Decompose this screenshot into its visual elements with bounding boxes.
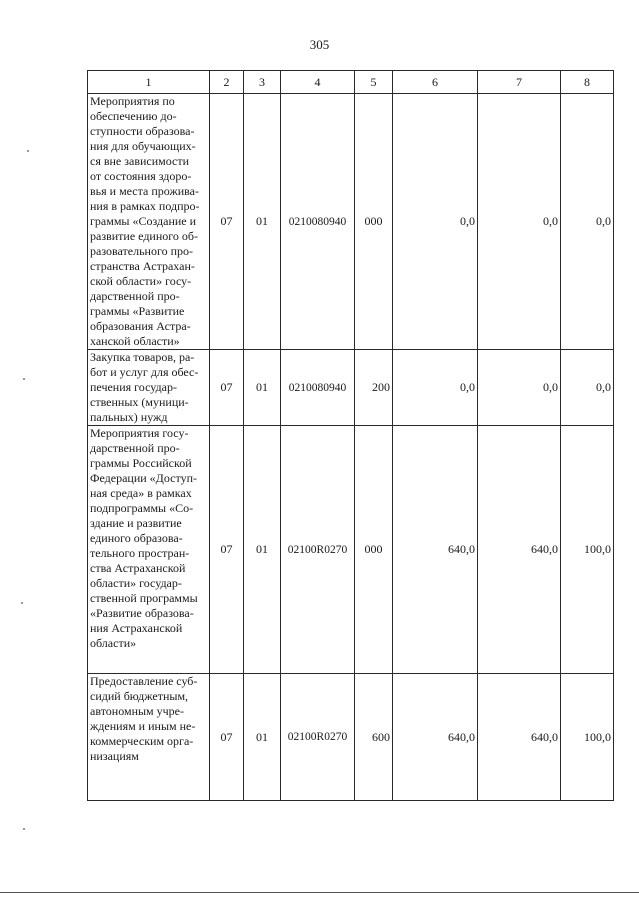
row-value-8: 100,0 xyxy=(561,674,614,801)
row-value-6: 0,0 xyxy=(393,350,478,426)
budget-table xyxy=(87,70,614,801)
row-value-8: 0,0 xyxy=(561,350,614,426)
row-value-6: 640,0 xyxy=(393,674,478,801)
row-subsection: 01 xyxy=(244,94,281,350)
row-value-6: 640,0 xyxy=(393,426,478,674)
row-expense-type: 600 xyxy=(355,674,393,801)
header-cell-2: 2 xyxy=(210,71,244,94)
row-value-7: 0,0 xyxy=(478,94,561,350)
table-row xyxy=(88,426,614,674)
row-subsection: 01 xyxy=(244,426,281,674)
row-subsection: 01 xyxy=(244,674,281,801)
row-expense-type: 000 xyxy=(355,94,393,350)
row-target-code: 0210080940 xyxy=(281,94,355,350)
row-section: 07 xyxy=(210,94,244,350)
header-cell-8: 8 xyxy=(561,71,614,94)
header-cell-5: 5 xyxy=(355,71,393,94)
header-cell-1: 1 xyxy=(88,71,210,94)
table-row xyxy=(88,350,614,426)
row-description-text: Закупка товаров, ра- бот и услуг для обес- печения государ- ственных (муници- пальных) нужд xyxy=(90,350,199,424)
scan-speck xyxy=(23,378,25,380)
scan-speck xyxy=(27,150,29,152)
row-value-6: 0,0 xyxy=(393,94,478,350)
row-expense-type: 200 xyxy=(355,350,393,426)
row-value-8: 100,0 xyxy=(561,426,614,674)
row-value-7: 0,0 xyxy=(478,350,561,426)
bottom-edge-line xyxy=(0,892,639,893)
header-cell-7: 7 xyxy=(478,71,561,94)
row-value-8: 0,0 xyxy=(561,94,614,350)
row-description xyxy=(88,426,210,674)
row-description-text: Мероприятия по обеспечению до- ступности образова- ния для обучающих- ся вне зависимости от состояния здоро- вья и места прожива- ния в рамках подпро- граммы «Создание и развитие единого об- разовательного про- странства Астрахан- ской области» госу- дарственной про- граммы «Развитие образования Астра- ханской области» xyxy=(90,94,200,348)
header-cell-4: 4 xyxy=(281,71,355,94)
scan-speck xyxy=(21,602,23,604)
table-row xyxy=(88,94,614,350)
header-cell-3: 3 xyxy=(244,71,281,94)
row-description xyxy=(88,674,210,801)
row-target-code: 02100R0270 xyxy=(281,426,355,674)
row-section: 07 xyxy=(210,426,244,674)
row-section: 07 xyxy=(210,350,244,426)
row-description-text: Мероприятия госу- дарственной про- граммы Российской Федерации «Доступ- ная среда» в рамках подпрограммы «Со- здание и развитие единого образова- тельного простран- ства Астраханской области» государ- ственной программы «Развитие образова- ния Астраханской области» xyxy=(90,426,198,650)
row-target-code: 0210080940 xyxy=(281,350,355,426)
row-value-7: 640,0 xyxy=(478,426,561,674)
page-number: 305 xyxy=(309,37,330,52)
row-section: 07 xyxy=(210,674,244,801)
row-value-7: 640,0 xyxy=(478,674,561,801)
scan-speck xyxy=(23,828,25,830)
header-cell-6: 6 xyxy=(393,71,478,94)
row-expense-type: 000 xyxy=(355,426,393,674)
row-description xyxy=(88,350,210,426)
row-target-code: 02100R0270 xyxy=(281,674,355,801)
row-subsection: 01 xyxy=(244,350,281,426)
row-description xyxy=(88,94,210,350)
table-row xyxy=(88,674,614,801)
header-row xyxy=(88,71,614,94)
row-description-text: Предоставление суб- сидий бюджетным, автономным учре- ждениям и иным не- коммерческим орга- низациям xyxy=(90,674,198,763)
